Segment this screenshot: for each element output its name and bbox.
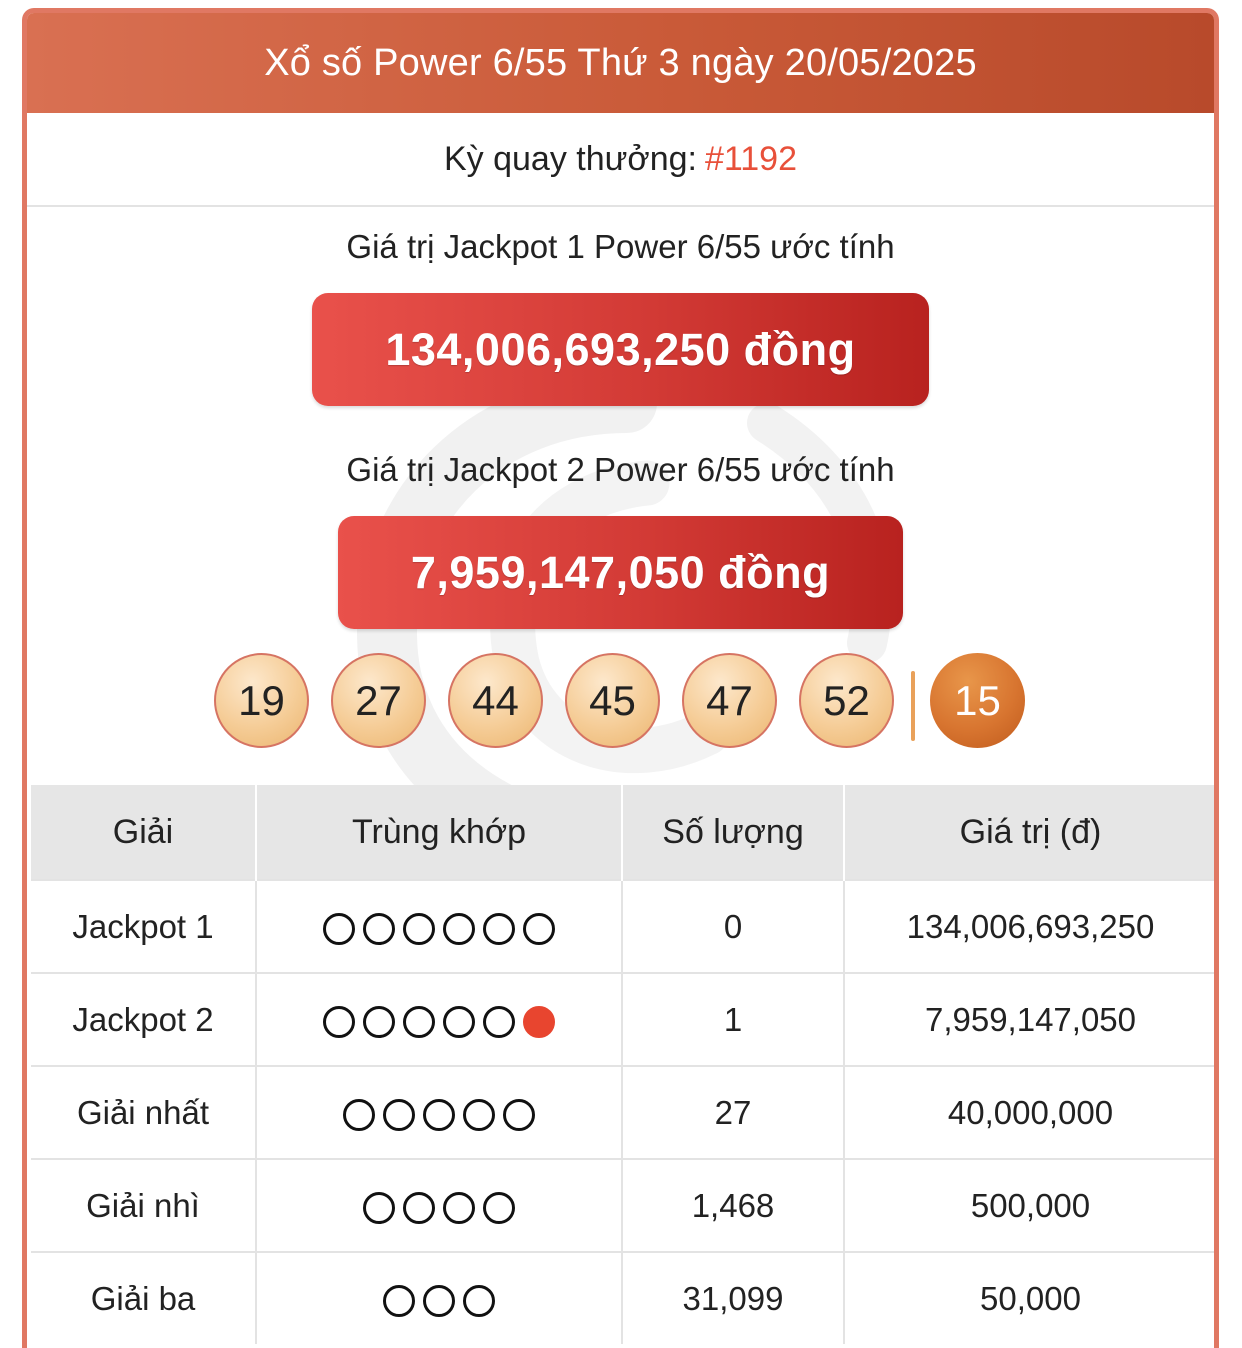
column-header-match: Trùng khớp (256, 785, 622, 880)
match-circle-icon (443, 1006, 475, 1038)
match-circle-icon (403, 1192, 435, 1224)
match-circle-icon (503, 1099, 535, 1131)
match-circle-icon (363, 1006, 395, 1038)
jackpot1-amount: 134,006,693,250 đồng (312, 293, 929, 406)
table-row (31, 880, 1216, 973)
match-indicator (256, 973, 622, 1066)
draw-label: Kỳ quay thưởng: (443, 139, 697, 178)
ball-divider (911, 671, 915, 741)
match-circle-icon (523, 913, 555, 945)
power-match-circle-icon (523, 1006, 555, 1038)
match-circle-icon (423, 1285, 455, 1317)
match-circle-icon (463, 1285, 495, 1317)
prize-value: 134,006,693,250 (844, 880, 1216, 973)
winner-count: 0 (622, 880, 844, 973)
match-circle-icon (383, 1285, 415, 1317)
prize-value: 500,000 (844, 1159, 1216, 1252)
prize-name: Giải nhì (31, 1159, 256, 1252)
result-header (27, 13, 1214, 113)
table-header-row (31, 785, 1216, 880)
column-header-prize: Giải (31, 785, 256, 880)
jackpot1-label: Giá trị Jackpot 1 Power 6/55 ước tính (346, 228, 895, 265)
match-circle-icon (343, 1099, 375, 1131)
winner-count: 1,468 (622, 1159, 844, 1252)
number-ball: 19 (214, 653, 309, 748)
table-row (31, 1066, 1216, 1159)
match-circle-icon (323, 913, 355, 945)
column-header-value: Giá trị (đ) (844, 785, 1216, 880)
number-ball: 45 (565, 653, 660, 748)
number-ball: 27 (331, 653, 426, 748)
table-row (31, 973, 1216, 1066)
prize-name: Giải nhất (31, 1066, 256, 1159)
prize-table (31, 785, 1216, 1344)
prize-value: 50,000 (844, 1252, 1216, 1344)
match-circle-icon (403, 1006, 435, 1038)
jackpot2-label: Giá trị Jackpot 2 Power 6/55 ước tính (346, 451, 895, 488)
match-indicator (256, 1066, 622, 1159)
match-circle-icon (443, 913, 475, 945)
table-row (31, 1159, 1216, 1252)
match-circle-icon (383, 1099, 415, 1131)
prize-name: Jackpot 2 (31, 973, 256, 1066)
match-circle-icon (323, 1006, 355, 1038)
power-ball: 15 (930, 653, 1025, 748)
match-circle-icon (363, 1192, 395, 1224)
match-circle-icon (483, 1192, 515, 1224)
prize-value: 40,000,000 (844, 1066, 1216, 1159)
match-circle-icon (463, 1099, 495, 1131)
jackpot2-amount: 7,959,147,050 đồng (338, 516, 903, 629)
match-circle-icon (443, 1192, 475, 1224)
prize-value: 7,959,147,050 (844, 973, 1216, 1066)
match-indicator (256, 1159, 622, 1252)
number-ball: 47 (682, 653, 777, 748)
number-ball: 44 (448, 653, 543, 748)
match-indicator (256, 1252, 622, 1344)
prize-name: Jackpot 1 (31, 880, 256, 973)
winner-count: 1 (622, 973, 844, 1066)
draw-number: #1192 (704, 139, 797, 178)
draw-info (27, 113, 1214, 207)
match-circle-icon (483, 1006, 515, 1038)
match-circle-icon (363, 913, 395, 945)
column-header-count: Số lượng (622, 785, 844, 880)
result-title: Xổ số Power 6/55 Thứ 3 ngày 20/05/2025 (264, 41, 977, 84)
winner-count: 27 (622, 1066, 844, 1159)
winner-count: 31,099 (622, 1252, 844, 1344)
match-circle-icon (423, 1099, 455, 1131)
results-card (22, 8, 1219, 1348)
winning-numbers (27, 653, 1214, 753)
table-row (31, 1252, 1216, 1344)
match-circle-icon (403, 913, 435, 945)
number-ball: 52 (799, 653, 894, 748)
match-circle-icon (483, 913, 515, 945)
prize-name: Giải ba (31, 1252, 256, 1344)
match-indicator (256, 880, 622, 973)
